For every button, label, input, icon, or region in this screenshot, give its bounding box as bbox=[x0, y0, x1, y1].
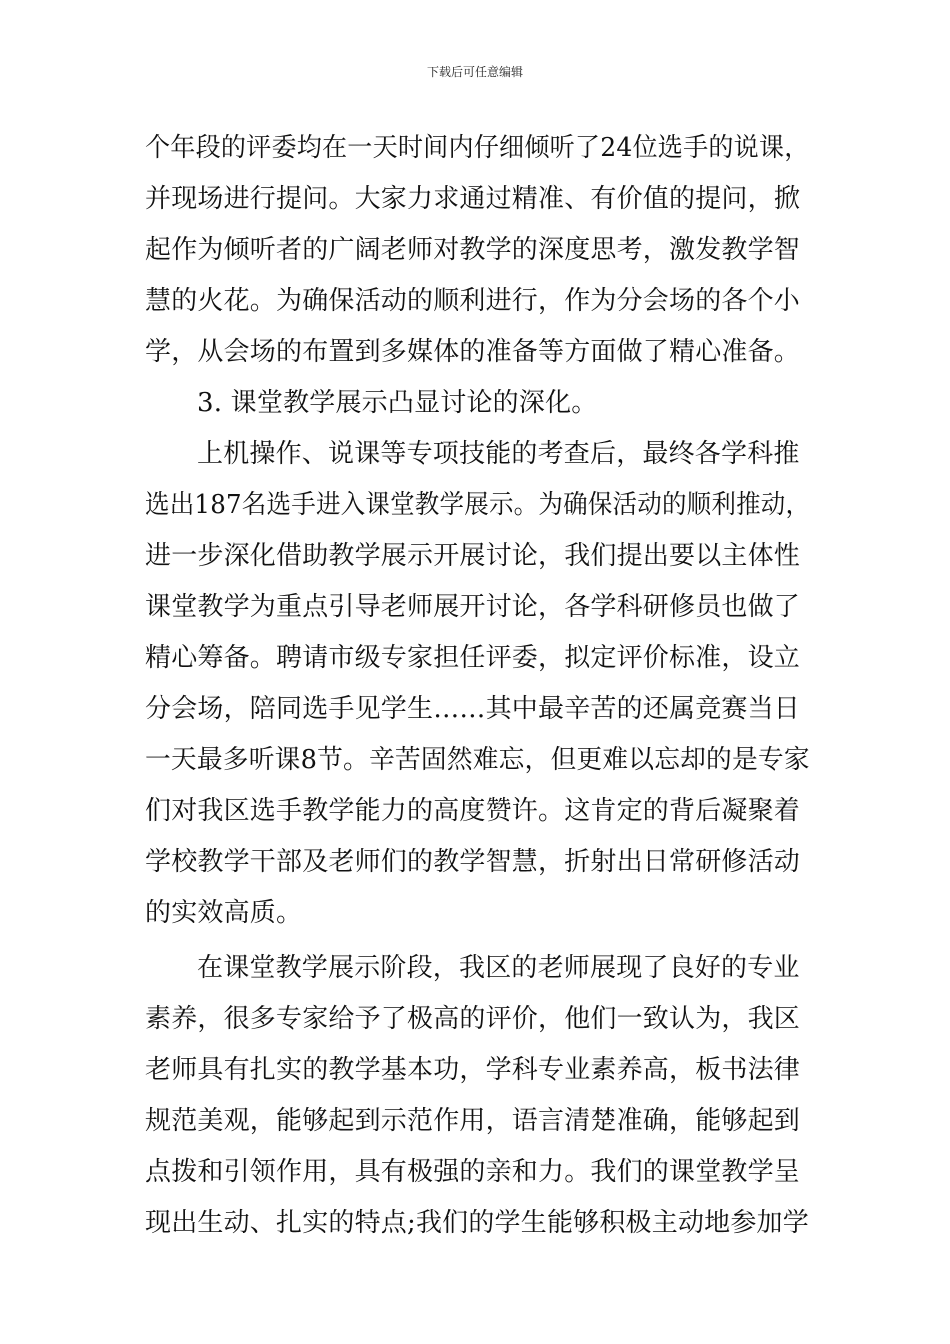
text-line: 学，从会场的布置到多媒体的准备等方面做了精心准备。 bbox=[145, 337, 801, 367]
text-line: 分会场，陪同选手见学生……其中最辛苦的还属竞赛当日 bbox=[145, 694, 801, 724]
text-line: 老师具有扎实的教学基本功，学科专业素养高，板书法律 bbox=[145, 1055, 801, 1085]
text-line: 个年段的评委均在一天时间内仔细倾听了24位选手的说课， bbox=[145, 133, 810, 163]
text-line: 在课堂教学展示阶段，我区的老师展现了良好的专业 bbox=[197, 953, 800, 983]
text-line: 一天最多听课8节。辛苦固然难忘，但更难以忘却的是专家 bbox=[145, 745, 810, 775]
text-line: 现出生动、扎实的特点;我们的学生能够积极主动地参加学 bbox=[145, 1208, 809, 1238]
text-line: 选出187名选手进入课堂教学展示。为确保活动的顺利推动， bbox=[145, 490, 811, 520]
page-header-note: 下载后可任意编辑 bbox=[426, 65, 523, 79]
text-line: 学校教学干部及老师们的教学智慧，折射出日常研修活动 bbox=[145, 847, 801, 877]
text-line: 的实效高质。 bbox=[145, 898, 303, 928]
text-line: 起作为倾听者的广阔老师对教学的深度思考，激发教学智 bbox=[145, 235, 801, 265]
text-line: 点拨和引领作用，具有极强的亲和力。我们的课堂教学呈 bbox=[145, 1157, 801, 1187]
text-line: 素养，很多专家给予了极高的评价，他们一致认为，我区 bbox=[145, 1004, 801, 1034]
text-line: 慧的火花。为确保活动的顺利进行，作为分会场的各个小 bbox=[145, 286, 801, 316]
text-line: 们对我区选手教学能力的高度赞许。这肯定的背后凝聚着 bbox=[145, 796, 801, 826]
text-line: 进一步深化借助教学展示开展讨论，我们提出要以主体性 bbox=[145, 541, 801, 571]
text-line: 并现场进行提问。大家力求通过精准、有价值的提问，掀 bbox=[145, 184, 801, 214]
text-line: 精心筹备。聘请市级专家担任评委，拟定评价标准，设立 bbox=[145, 643, 801, 673]
text-line: 课堂教学为重点引导老师展开讨论，各学科研修员也做了 bbox=[145, 592, 801, 622]
text-line: 规范美观，能够起到示范作用，语言清楚准确，能够起到 bbox=[145, 1106, 801, 1136]
text-line: 上机操作、说课等专项技能的考查后，最终各学科推 bbox=[197, 439, 800, 469]
section-heading: 3. 课堂教学展示凸显讨论的深化。 bbox=[197, 388, 598, 418]
